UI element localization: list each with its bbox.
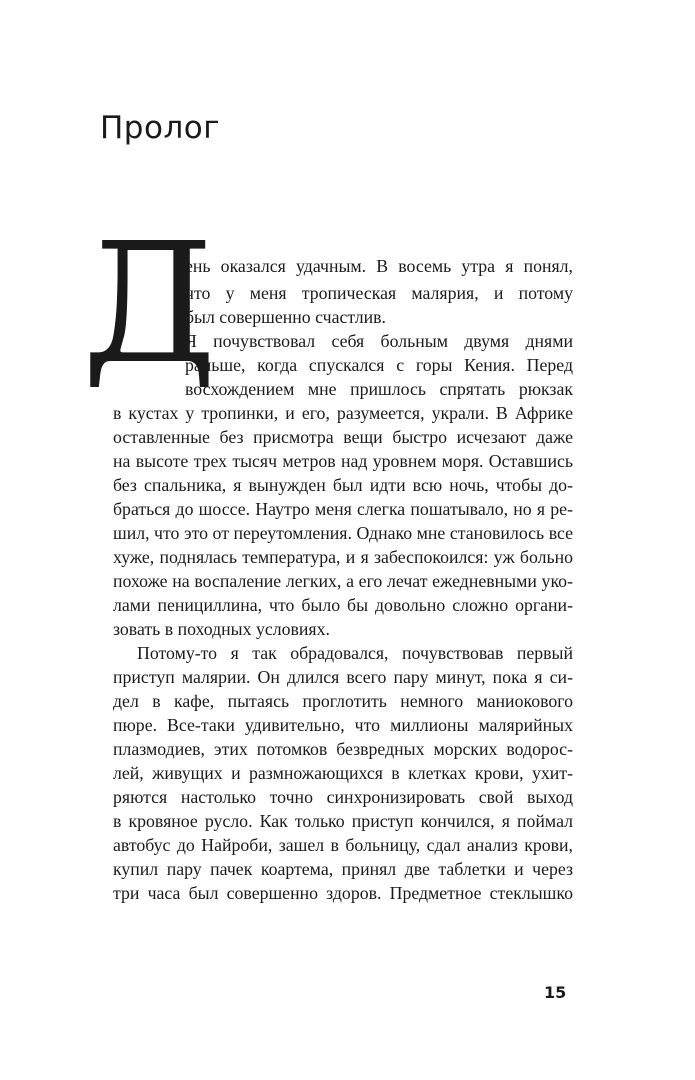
text-line: без спальника, я вынужден был идти всю ночь, чтобы до- — [113, 475, 573, 495]
text-line: в кустах у тропинки, и его, разумеется, украли. В Африке — [113, 403, 573, 423]
text-line: дел в кафе, пытаясь проглотить немного маниокового — [113, 691, 573, 711]
text-line: на высоте трех тысяч метров над уровнем моря. Оставшись — [113, 451, 573, 471]
text-line: автобус до Найроби, зашел в больницу, сдал анализ крови, — [113, 835, 573, 855]
text-line: три часа был совершенно здоров. Предметное стеклышко — [113, 883, 573, 903]
text-line: раньше, когда спускался с горы Кения. Перед — [185, 355, 573, 375]
text-line: лей, живущих и размножающихся в клетках крови, ухит- — [113, 763, 573, 783]
text-line: оставленные без присмотра вещи быстро исчезают даже — [113, 427, 573, 447]
text-line: зовать в походных условиях. — [113, 619, 330, 639]
text-line: плазмодиев, этих потомков безвредных морских водорос- — [113, 739, 573, 759]
text-line: шил, что это от переутомления. Однако мне становилось все — [113, 523, 573, 543]
drop-cap: Д — [82, 208, 217, 401]
text-line: купил пару пачек коартема, принял две таблетки и через — [113, 859, 573, 879]
text-line: в кровяное русло. Как только приступ кончился, я поймал — [113, 811, 573, 831]
text-line: Я почувствовал себя больным двумя днями — [185, 331, 573, 351]
text-line: похоже на воспаление легких, а его лечат ежедневными уко- — [113, 571, 573, 591]
text-line: Потому-то я так обрадовался, почувствовав первый — [137, 643, 573, 663]
text-line: ряются настолько точно синхронизировать свой выход — [113, 787, 573, 807]
page-title: Пролог — [100, 110, 221, 146]
page-number: 15 — [544, 983, 567, 1002]
text-line: хуже, поднялась температура, и я забеспокоился: уж больно — [113, 547, 573, 567]
text-line: восхождением мне пришлось спрятать рюкзак — [185, 379, 573, 399]
text-line: ень оказался удачным. В восемь утра я понял, — [185, 256, 573, 276]
text-line: был совершенно счастлив. — [185, 307, 386, 327]
text-line: что у меня тропическая малярия, и потому — [185, 283, 573, 303]
text-line: приступ малярии. Он длился всего пару минут, пока я си- — [113, 667, 573, 687]
text-line: браться до шоссе. Наутро меня слегка пошатывало, но я ре- — [113, 499, 573, 519]
text-line: лами пенициллина, что было бы довольно сложно органи- — [113, 595, 573, 615]
text-line: пюре. Все-таки удивительно, что миллионы малярийных — [113, 715, 573, 735]
